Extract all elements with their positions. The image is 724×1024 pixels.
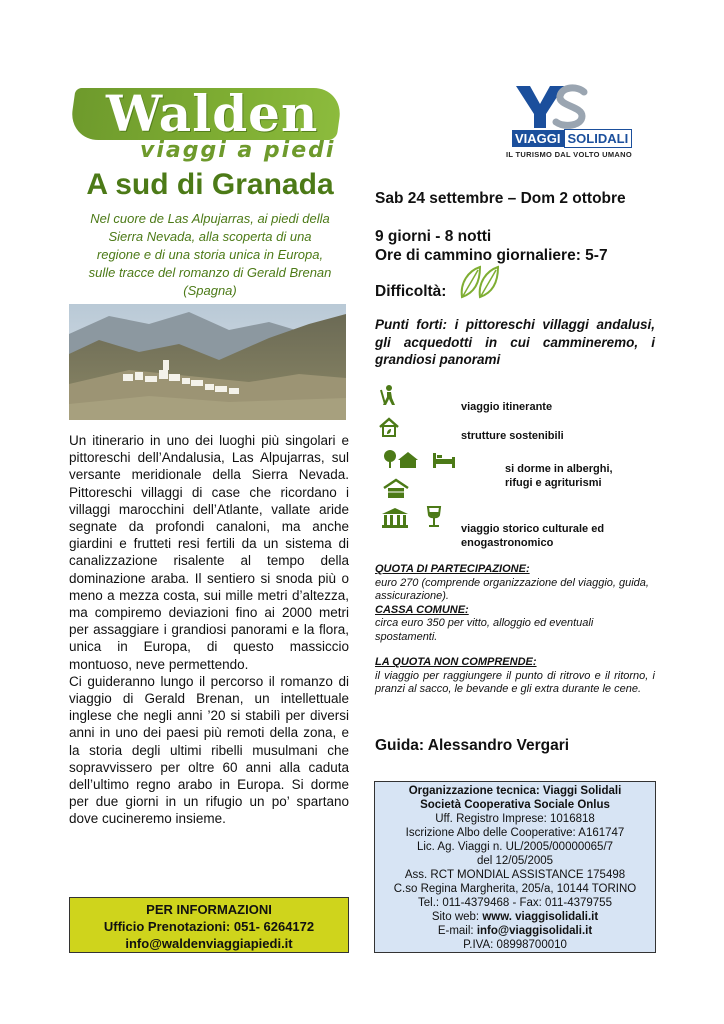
vs-name-part-b: SOLIDALI (564, 129, 633, 148)
subtitle-line: Nel cuore de Las Alpujarras, ai piedi della (90, 211, 330, 226)
eco-house-icon (378, 417, 400, 437)
org-web (375, 910, 655, 924)
org-email (375, 924, 655, 938)
org-line: del 12/05/2005 (476, 855, 554, 867)
feature-itinerant: viaggio itinerante (461, 401, 553, 413)
landscape-photo-image (69, 304, 346, 420)
booking-email: info@waldenviaggiapiedi.it (125, 936, 293, 951)
org-line: Società Cooperativa Sociale Onlus (420, 799, 610, 811)
feature-sustainable: strutture sostenibili (461, 430, 564, 442)
feature-lodging-line1: si dorme in alberghi, (505, 463, 613, 475)
feature-cultural-line1: viaggio storico culturale ed (461, 523, 605, 535)
cassa-heading: CASSA COMUNE: (375, 603, 469, 616)
walden-logo-word: Walden (106, 84, 319, 143)
excluded-text: il viaggio per raggiungere il punto di ritrovo e il ritorno, i pranzi al sacco, le bevande e gli extra durante le cene. (375, 669, 655, 695)
walking-hours: Ore di cammino giornaliere: 5-7 (375, 247, 608, 264)
viaggi-solidali-logo (500, 84, 652, 164)
subtitle-line: Sierra Nevada, alla scoperta di una (108, 229, 312, 244)
trip-dates: Sab 24 settembre – Dom 2 ottobre (375, 190, 626, 207)
pricing-section (375, 563, 655, 697)
org-web-link[interactable]: www. viaggisolidali.it (482, 911, 599, 923)
bed-icon (432, 450, 456, 470)
org-email-link[interactable]: info@viaggisolidali.it (476, 925, 593, 937)
subtitle-line: regione e di una storia unica in Europa, (96, 247, 324, 262)
org-line: Uff. Registro Imprese: 1016818 (435, 813, 595, 825)
page-title: A sud di Granada (86, 168, 334, 201)
org-vat: P.IVA: 08998700010 (463, 939, 567, 951)
vs-mark-icon (514, 84, 590, 130)
info-box-heading: PER INFORMAZIONI (146, 902, 272, 917)
description-text (69, 432, 349, 828)
strengths-text: Punti forti: i pittoreschi villaggi andalusi, gli acquedotti in cui cammineremo, i grandiosi panorami (375, 317, 655, 367)
wine-glass-icon (424, 505, 444, 529)
difficulty-label: Difficoltà: (375, 283, 447, 300)
vs-name-part-a: VIAGGI (512, 130, 564, 147)
vs-name (512, 130, 652, 148)
walden-logo (72, 84, 342, 164)
org-line: Lic. Ag. Viaggi n. UL/2005/00000065/7 (416, 841, 614, 853)
walden-logo-subtitle: viaggi a piedi (140, 138, 336, 163)
feature-lodging-line2: rifugi e agriturismi (505, 477, 602, 489)
hiker-icon (377, 384, 399, 406)
farmhouse-icon (382, 478, 410, 500)
org-email-label: E-mail: (437, 925, 477, 937)
org-line: C.so Regina Margherita, 205/a, 10144 TORINO (393, 883, 637, 895)
organization-box (374, 781, 656, 953)
org-line: Organizzazione tecnica: Viaggi Solidali (408, 785, 622, 797)
org-line: Tel.: 011-4379468 - Fax: 011-4379755 (418, 897, 612, 909)
subtitle-line: sulle tracce del romanzo di Gerald Brenan (88, 265, 332, 280)
booking-phone: Ufficio Prenotazioni: 051- 6264172 (103, 919, 315, 934)
vs-tagline: IL TURISMO DAL VOLTO UMANO (506, 150, 632, 159)
difficulty-leaves-icon (458, 265, 502, 301)
quota-text: euro 270 (comprende organizzazione del viaggio, guida, assicurazione). (375, 576, 649, 602)
subtitle-line: (Spagna) (183, 283, 237, 298)
org-web-label: Sito web: (431, 911, 483, 923)
org-line: Ass. RCT MONDIAL ASSISTANCE 175498 (404, 869, 626, 881)
booking-info-box (69, 897, 349, 953)
museum-icon (380, 507, 410, 529)
landscape-photo (69, 304, 346, 420)
excluded-heading: LA QUOTA NON COMPRENDE: (375, 656, 537, 668)
trip-duration: 9 giorni - 8 notti (375, 228, 492, 245)
cassa-text: circa euro 350 per vitto, alloggio ed eventuali spostamenti. (375, 617, 594, 643)
org-line: Iscrizione Albo delle Cooperative: A161747 (405, 827, 625, 839)
description-paragraph: Un itinerario in uno dei luoghi più singolari e pittoreschi dell’Andalusia, Las Alpujarras, sul versante meridionale della Sierra Nevada. Pittoreschi villaggi di case che ricordano i villaggi marocchini dell’Atlante, vallate aride segnate da profondi canaloni, ma anche giardini e frutteti resi fertili da un sistema di canalizzazione risalente al tempo della dominazione araba. Il sentiero si snoda più o meno a mezza costa, sui mille metri d’altezza, ma compiremo deviazioni fino ai 2000 metri per assaggiare i grandiosi panorami e la flora, unica in Europa, di questo massiccio montuoso, neve permettendo. (69, 433, 349, 672)
mountain-hut-icon (382, 448, 420, 470)
quota-heading: QUOTA DI PARTECIPAZIONE: (375, 563, 530, 575)
page-subtitle (72, 210, 348, 300)
description-paragraph: Ci guideranno lungo il percorso il romanzo di viaggio di Gerald Brenan, un intellettuale inglese che negli anni ’20 si stabilì per diversi anni in uno dei paesi più remoti della zona, e la storia degli ultimi ribelli musulmani che sopravvissero per oltre 60 anni alla caduta dell’ultimo regno arabo in Europa. Si dorme per due giorni in un rifugio un po’ spartano dove cucineremo insieme. (69, 673, 349, 827)
guide-name: Guida: Alessandro Vergari (375, 737, 570, 754)
feature-cultural-line2: enogastronomico (461, 537, 554, 549)
